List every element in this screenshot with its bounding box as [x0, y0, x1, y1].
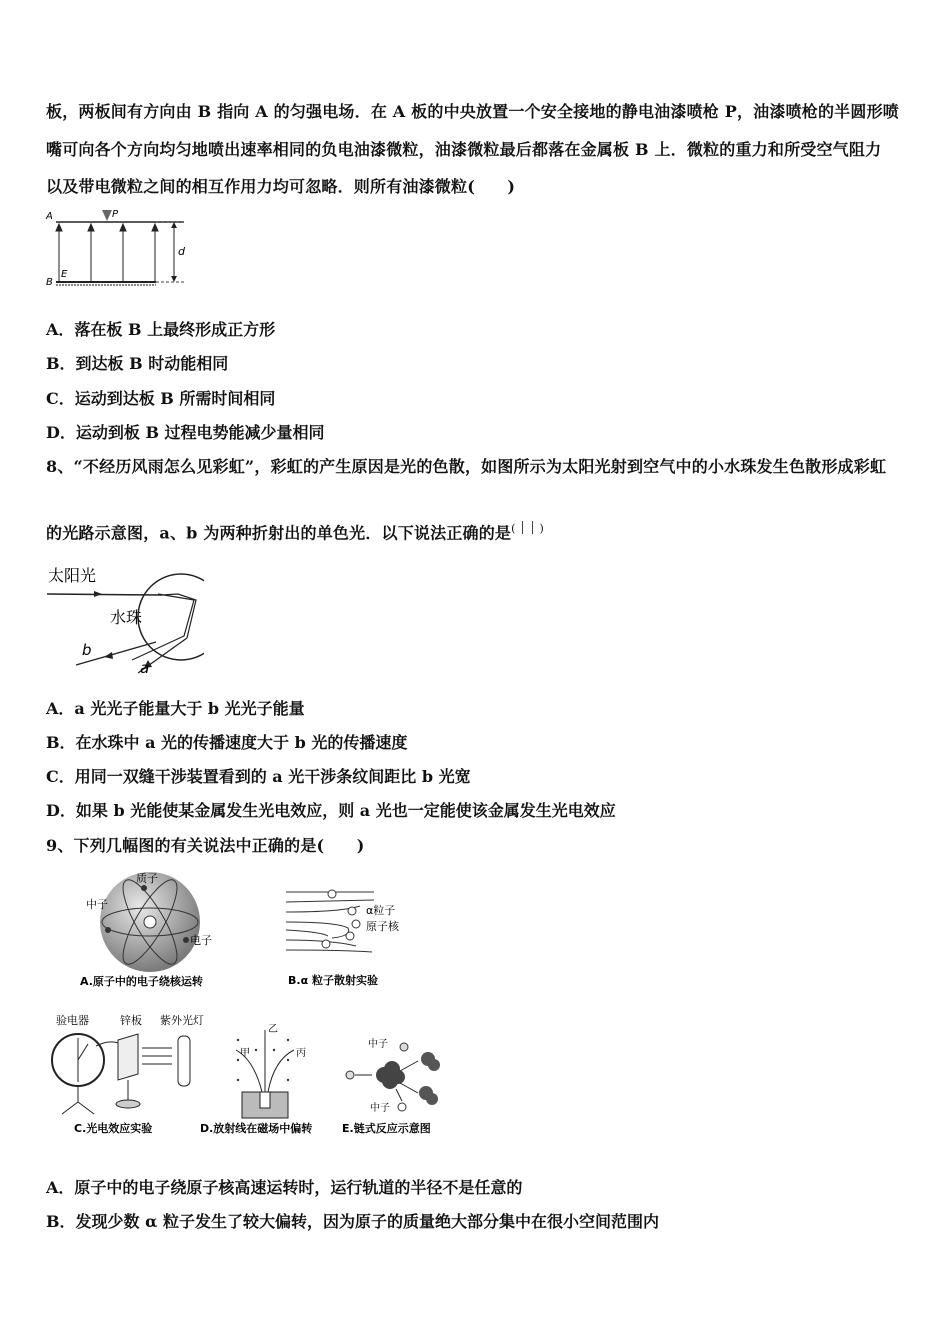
- q7-label-p: P: [112, 209, 119, 220]
- q8-raindrop-figure: [44, 560, 204, 685]
- q7-label-b: B: [46, 277, 53, 288]
- q8-stem-line-2: [46, 518, 544, 544]
- q9-e-neutron-bottom: 中子: [370, 1103, 390, 1114]
- q7-option-d: D．运动到板 B 过程电势能减少量相同: [46, 423, 325, 442]
- q9-fig-e-chain: [340, 1035, 460, 1140]
- q7-plate-figure: [44, 205, 194, 290]
- q8-stem-line-1: 8、“不经历风雨怎么见彩虹”，彩虹的产生原因是光的色散，如图所示为太阳光射到空气中的小水珠发生色散形成彩虹: [46, 457, 887, 476]
- q9-c-zinc: 锌板: [120, 1014, 142, 1027]
- q9-stem: 9、下列几幅图的有关说法中正确的是( ): [46, 836, 365, 855]
- q9-b-caption: B.α 粒子散射实验: [288, 974, 378, 987]
- q8-option-d: D．如果 b 光能使某金属发生光电效应，则 a 光也一定能使该金属发生光电效应: [46, 801, 616, 820]
- q9-option-a: A．原子中的电子绕原子核高速运转时，运行轨道的半径不是任意的: [46, 1178, 523, 1197]
- q8-label-sun: 太阳光: [48, 566, 97, 585]
- q8-answer-paren: ( ׀ ׀ ): [511, 522, 545, 535]
- q7-option-a: A．落在板 B 上最终形成正方形: [46, 320, 276, 339]
- q7-label-d: d: [178, 245, 185, 258]
- q9-e-caption: E.链式反应示意图: [342, 1122, 431, 1135]
- q9-b-alpha: α粒子: [366, 904, 396, 917]
- q8-option-b: B．在水珠中 a 光的传播速度大于 b 光的传播速度: [46, 733, 408, 752]
- q8-label-a: a: [140, 659, 150, 677]
- q7-stem-line-3: 以及带电微粒之间的相互作用力均可忽略．则所有油漆微粒( ): [46, 177, 516, 196]
- q8-stem-text: 的光路示意图，a、b 为两种折射出的单色光．以下说法正确的是: [46, 523, 512, 543]
- q9-c-electroscope: 验电器: [56, 1014, 89, 1027]
- q7-stem-line-2: 嘴可向各个方向均匀地喷出速率相同的负电油漆微粒，油漆微粒最后都落在金属板 B 上．微粒的重力和所受空气阻力: [46, 140, 882, 159]
- q9-fig-a-atom: [78, 870, 258, 995]
- q9-e-neutron-top: 中子: [368, 1039, 388, 1050]
- q8-option-a: A．a 光光子能量大于 b 光光子能量: [46, 699, 305, 718]
- q9-a-electron: 电子: [190, 934, 212, 947]
- q8-label-b: b: [82, 641, 92, 659]
- q9-fig-d-radiation: [198, 1020, 338, 1140]
- q9-d-jia: 甲: [240, 1048, 250, 1059]
- q9-c-caption: C.光电效应实验: [74, 1122, 153, 1135]
- q8-option-c: C．用同一双缝干涉装置看到的 a 光干涉条纹间距比 b 光宽: [46, 767, 471, 786]
- q9-a-proton: 质子: [136, 872, 158, 885]
- q9-d-caption: D.放射线在磁场中偏转: [200, 1122, 313, 1135]
- q9-d-yi: 乙: [268, 1024, 278, 1035]
- q9-b-nucleus: 原子核: [366, 920, 399, 933]
- q8-label-drop: 水珠: [110, 608, 143, 627]
- q7-label-e: E: [61, 269, 68, 280]
- q7-option-b: B．到达板 B 时动能相同: [46, 354, 229, 373]
- q9-fig-b-scattering: [282, 878, 432, 993]
- q9-a-caption: A.原子中的电子绕核运转: [80, 975, 203, 988]
- q9-c-uvlamp: 紫外光灯: [160, 1014, 204, 1027]
- q7-option-c: C．运动到达板 B 所需时间相同: [46, 389, 276, 408]
- q9-d-bing: 丙: [296, 1048, 306, 1059]
- q7-label-a: A: [46, 211, 53, 222]
- q9-option-b: B．发现少数 α 粒子发生了较大偏转，因为原子的质量绝大部分集中在很小空间范围内: [46, 1212, 659, 1231]
- q9-a-neutron: 中子: [86, 898, 108, 911]
- q7-stem-line-1: 板，两板间有方向由 B 指向 A 的匀强电场．在 A 板的中央放置一个安全接地的静电油漆喷枪 P，油漆喷枪的半圆形喷: [46, 102, 899, 121]
